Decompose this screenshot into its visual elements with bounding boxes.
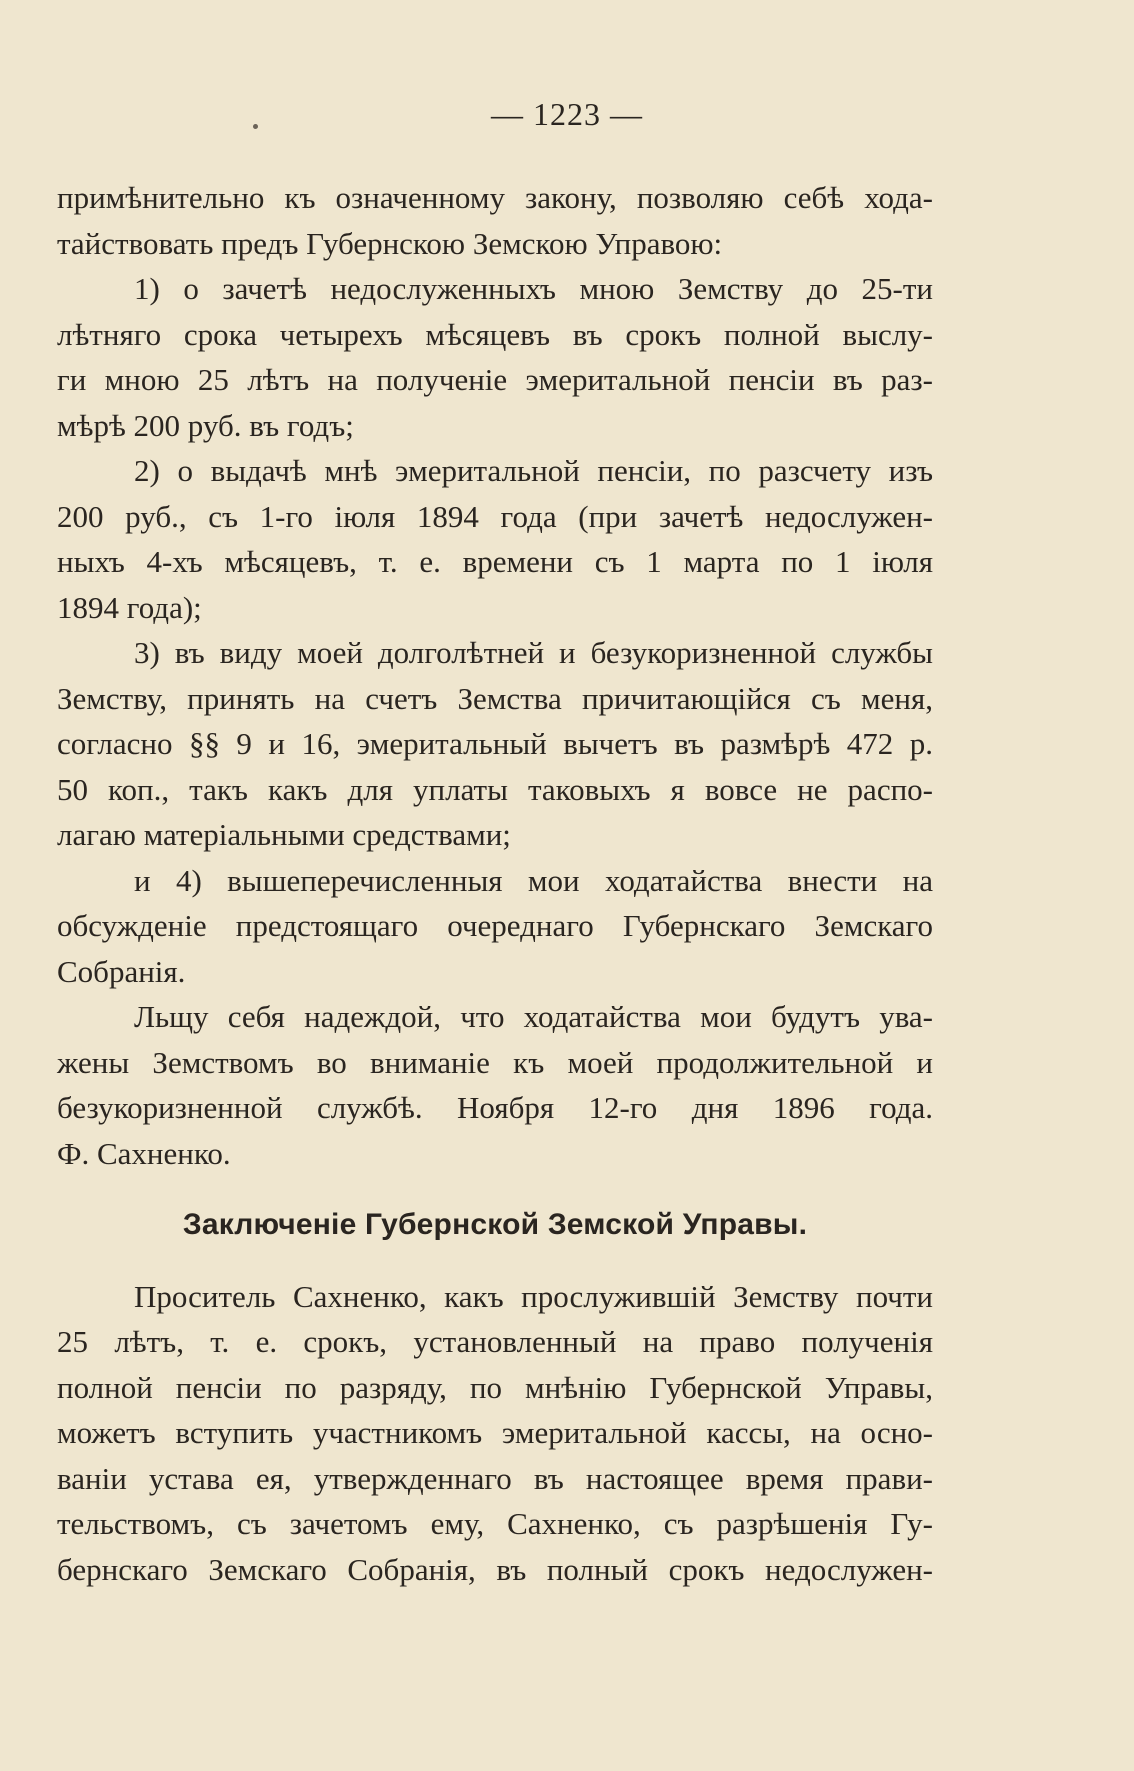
text-line: тайствовать предъ Губернскою Земскою Управою: — [57, 225, 723, 261]
text-line: 3) въ виду моей долголѣтней и безукоризненной службы — [134, 635, 933, 670]
text-line: и 4) вышеперечисленныя мои ходатайства внести на — [134, 862, 933, 898]
text-line: Земству, принять на счетъ Земства причитающійся съ меня, — [57, 680, 933, 716]
text-line: 2) о выдачѣ мнѣ эмеритальной пенсіи, по разсчету изъ — [134, 453, 933, 488]
text-line: обсужденіе предстоящаго очереднаго Губернскаго Земскаго — [57, 908, 933, 943]
text-line: тельствомъ, съ зачетомъ ему, Сахненко, съ разрѣшенія Гу- — [57, 1506, 933, 1541]
conclusion-text — [57, 1274, 933, 1593]
text-line: 1894 года); — [57, 589, 202, 625]
letter-text — [57, 175, 933, 1176]
text-line: 1) о зачетѣ недослуженныхъ мною Земству до 25-ти — [134, 271, 933, 306]
text-line: примѣнительно къ означенному закону, позволяю себѣ хода- — [57, 180, 933, 215]
page-number: — 1223 — — [491, 96, 643, 132]
text-line: безукоризненной службѣ. Ноября 12-го дня 1896 года. — [57, 1090, 933, 1125]
text-line: Собранія. — [57, 953, 186, 989]
text-line: ваніи устава ея, утвержденнаго въ настоящее время прави- — [57, 1460, 933, 1496]
text-line: Проситель Сахненко, какъ прослужившій Земству почти — [134, 1278, 933, 1314]
text-line: Льщу себя надеждой, что ходатайства мои будутъ ува- — [134, 999, 933, 1034]
text-line: ги мною 25 лѣтъ на полученіе эмеритальной пенсіи въ раз- — [57, 362, 933, 397]
ink-dot — [253, 124, 258, 129]
text-line: 50 коп., такъ какъ для уплаты таковыхъ я вовсе не распо- — [57, 771, 933, 807]
text-line: 25 лѣтъ, т. е. срокъ, установленный на право полученія — [57, 1324, 933, 1359]
text-line: Ф. Сахненко. — [57, 1135, 231, 1171]
section-heading: Заключеніе Губернской Земской Управы. — [182, 1208, 808, 1241]
text-line: мѣрѣ 200 руб. въ годъ; — [57, 407, 354, 443]
text-line: согласно §§ 9 и 16, эмеритальный вычетъ въ размѣрѣ 472 р. — [57, 726, 933, 761]
text-line: лагаю матеріальными средствами; — [57, 817, 511, 852]
text-line: 200 руб., съ 1-го іюля 1894 года (при зачетѣ недослужен- — [57, 498, 933, 534]
text-line: ныхъ 4-хъ мѣсяцевъ, т. е. времени съ 1 марта по 1 іюля — [57, 544, 933, 579]
text-line: жены Земствомъ во вниманіе къ моей продолжительной и — [57, 1044, 933, 1080]
text-line: бернскаго Земскаго Собранія, въ полный срокъ недослужен- — [57, 1551, 933, 1587]
text-line: лѣтняго срока четырехъ мѣсяцевъ въ срокъ полной выслу- — [57, 316, 933, 352]
text-line: можетъ вступить участникомъ эмеритальной кассы, на осно- — [57, 1415, 933, 1450]
page-body — [57, 175, 933, 1592]
text-line: полной пенсіи по разряду, по мнѣнію Губернской Управы, — [57, 1369, 933, 1405]
